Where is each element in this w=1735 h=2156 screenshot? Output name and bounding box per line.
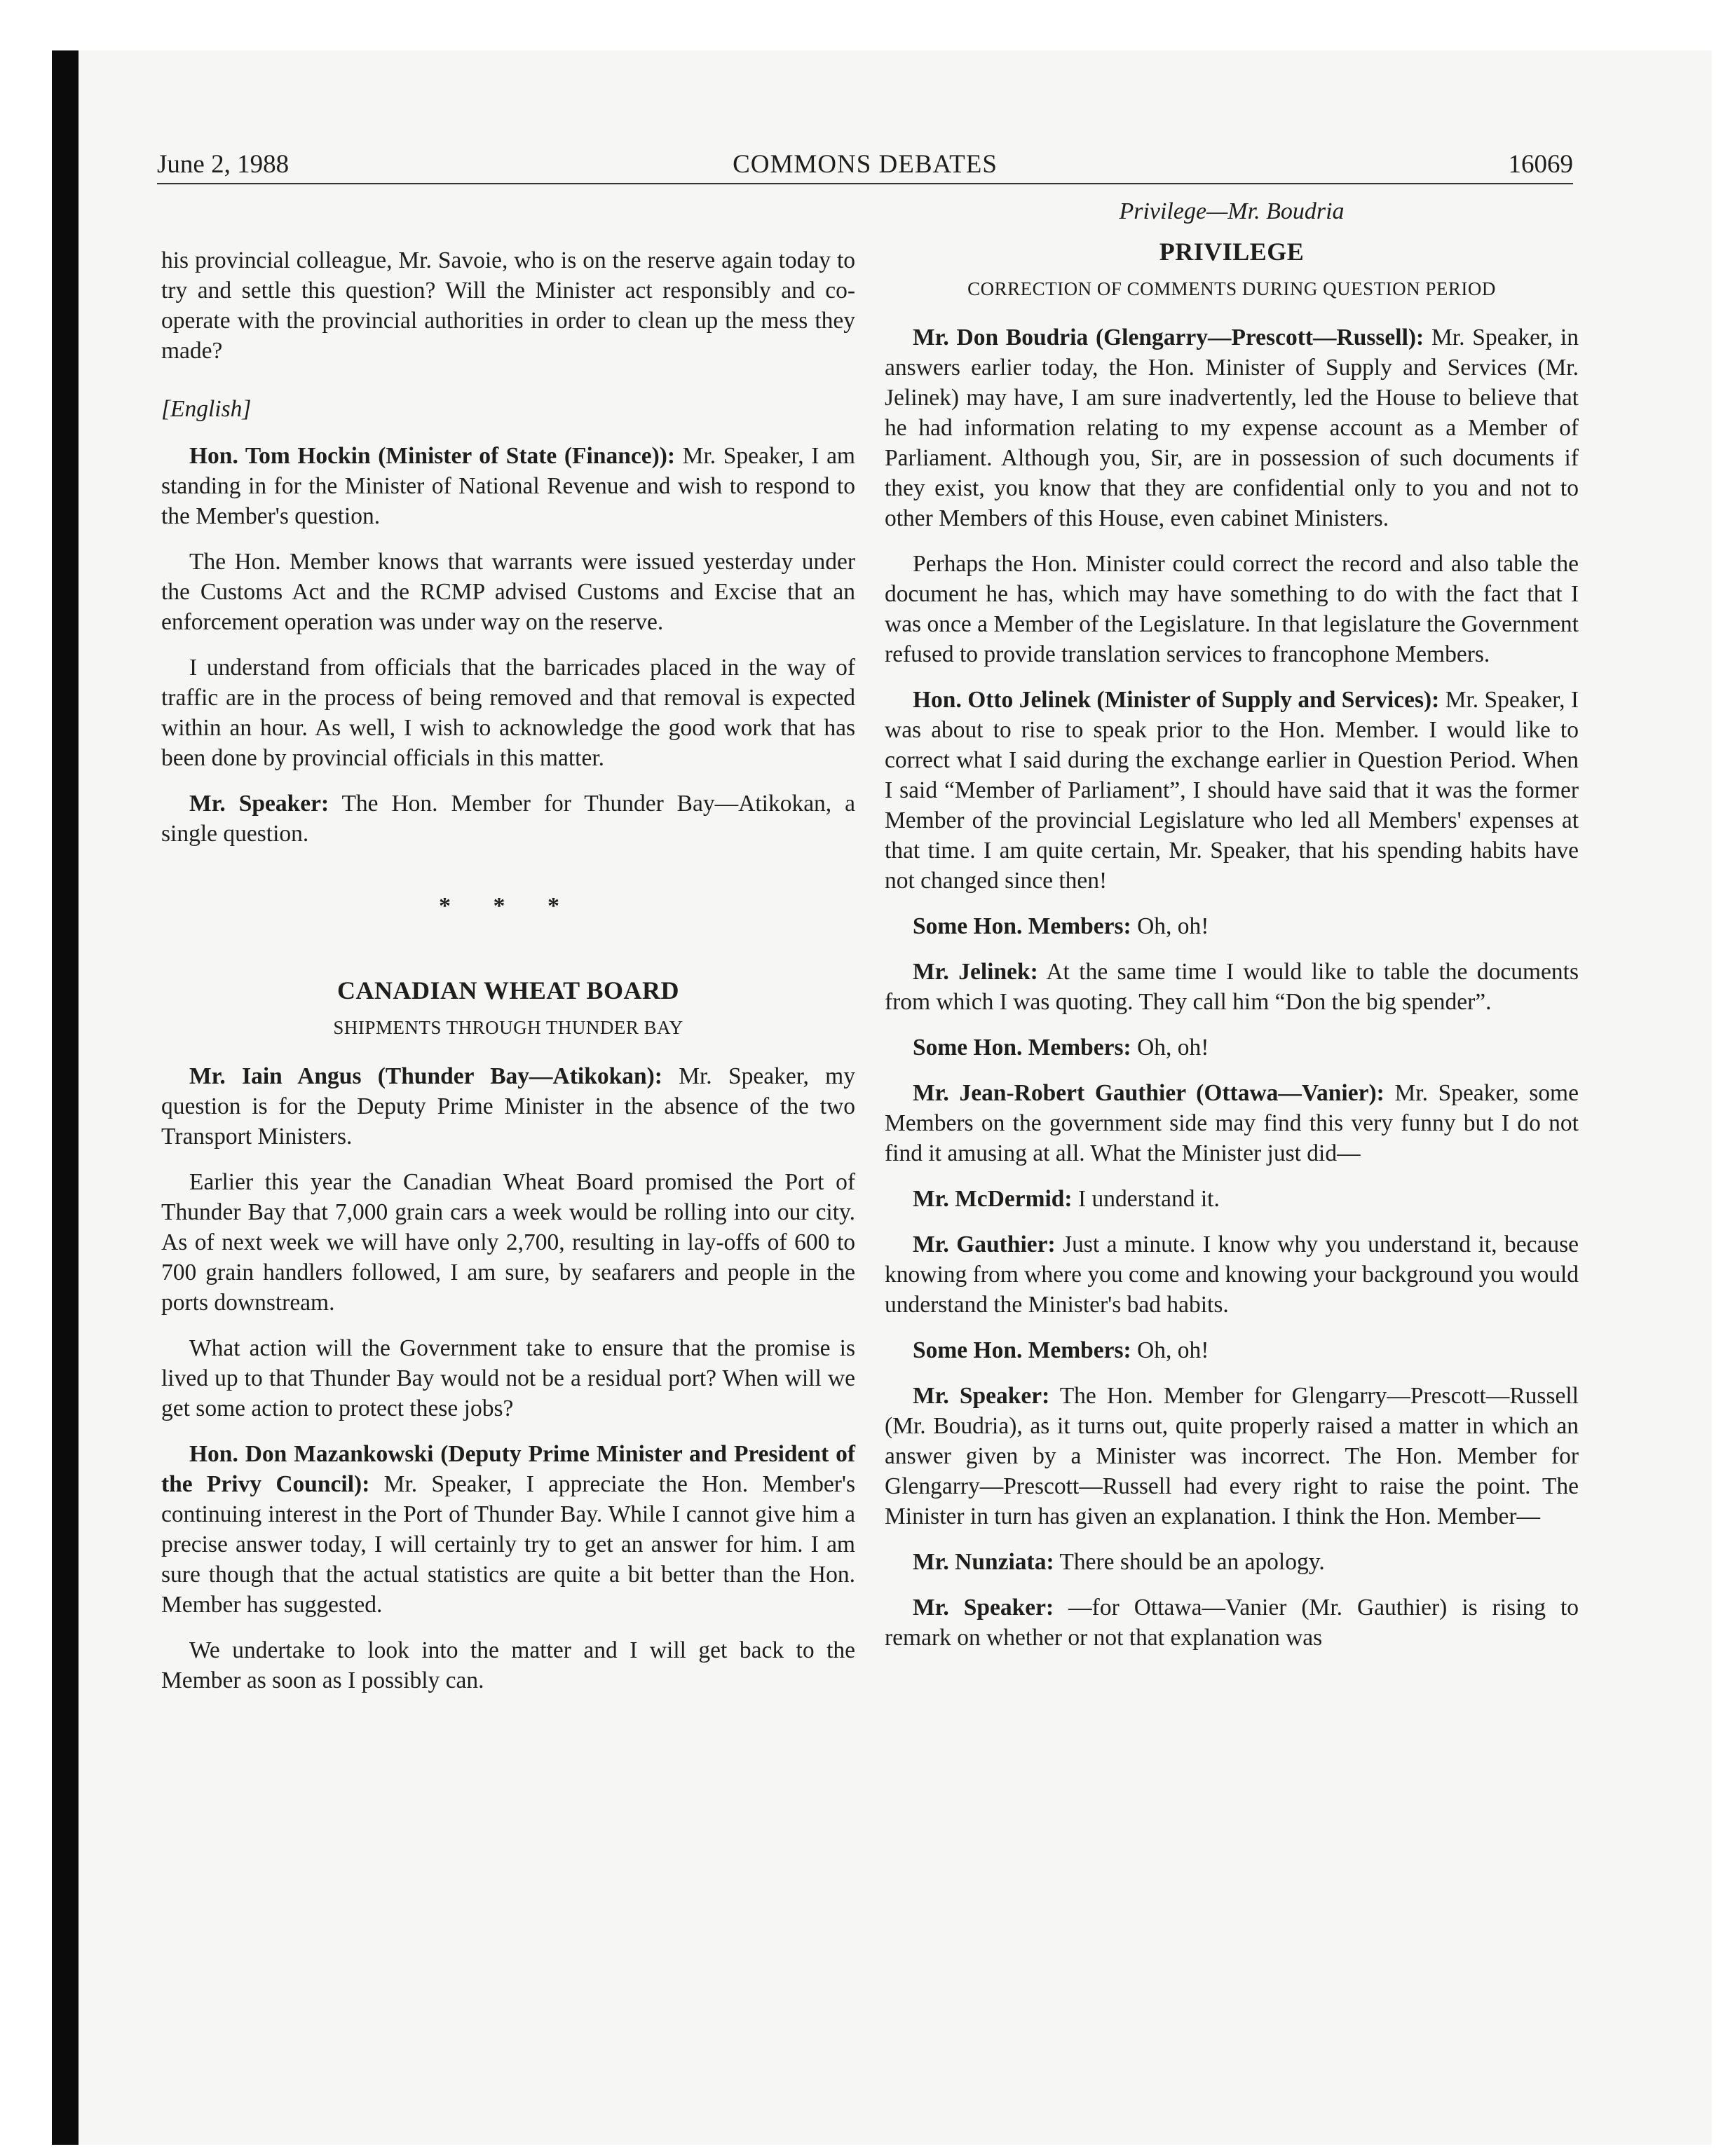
- paragraph: [885, 1078, 1579, 1168]
- speaker-name: Some Hon. Members:: [913, 1035, 1131, 1060]
- paragraph: [161, 1439, 855, 1620]
- paragraph: [885, 957, 1579, 1017]
- speech-text: Mr. Speaker, I was about to rise to speak prior to the Hon. Member. I would like to correct what I said during the exchange earlier in Question Period. When I said “Member of Parliament”, I should have said that it was the former Member of the provincial Legislature who led all Members' expenses at that time. I am quite certain, Mr. Speaker, that his spending habits have not changed since then!: [885, 687, 1579, 894]
- speaker-name: Mr. Don Boudria (Glengarry—Prescott—Russell):: [913, 325, 1424, 350]
- section-heading: PRIVILEGE: [1159, 238, 1305, 266]
- speech-text: Just a minute. I know why you understand it, because knowing from where you come and knowing your background you would understand the Minister's bad habits.: [885, 1231, 1579, 1318]
- section-heading: CANADIAN WHEAT BOARD: [336, 976, 680, 1004]
- paragraph: I understand from officials that the barricades placed in the way of traffic are in the process of being removed and that removal is expected within an hour. As well, I wish to acknowledge the good work that has been done by provincial officials in this matter.: [161, 655, 855, 771]
- header-title: COMMONS DEBATES: [733, 150, 998, 179]
- paragraph: Earlier this year the Canadian Wheat Board promised the Port of Thunder Bay that 7,000 grain cars a week would be rolling into our city. As of next week we will have only 2,700, resulting in lay-offs of 600 to 700 grain handlers followed, I am sure, by seafarers and people in the ports downstream.: [161, 1169, 855, 1316]
- speech-text: Mr. Speaker, some Members on the government side may find this very funny but I do not find it amusing at all. What the Minister just did—: [885, 1080, 1579, 1166]
- section-subheading: SHIPMENTS THROUGH THUNDER BAY: [333, 1017, 683, 1038]
- language-marker: [English]: [161, 396, 252, 422]
- speaker-name: Mr. McDermid:: [913, 1186, 1073, 1212]
- speaker-name: Hon. Don Mazankowski (Deputy Prime Minister and President of the Privy Council):: [161, 1441, 855, 1497]
- paragraph: [161, 441, 855, 531]
- speaker-name: Some Hon. Members:: [913, 913, 1131, 939]
- section-separator: * * *: [439, 893, 578, 919]
- paragraph: [885, 1592, 1579, 1653]
- right-column: [885, 196, 1579, 1668]
- speech-text: Oh, oh!: [1131, 1035, 1209, 1060]
- speech-text: The Hon. Member for Glengarry—Prescott—Russell (Mr. Boudria), as it turns out, quite properly raised a matter in which an answer given by a Minister was incorrect. The Hon. Member for Glengarry—Prescott—Russell had every right to raise the point. The Minister in turn has given an explanation. I think the Hon. Member—: [885, 1383, 1579, 1529]
- paragraph: his provincial colleague, Mr. Savoie, who is on the reserve again today to try and settle this question? Will the Minister act responsibly and co-operate with the provincial authorities in order to clean up the mess they made?: [161, 247, 855, 364]
- speech-text: At the same time I would like to table the documents from which I was quoting. They call him “Don the big spender”.: [885, 959, 1579, 1015]
- speaker-name: Mr. Iain Angus (Thunder Bay—Atikokan):: [189, 1063, 662, 1089]
- paragraph: [885, 1381, 1579, 1531]
- speech-text: Oh, oh!: [1131, 1337, 1209, 1363]
- speaker-name: Mr. Jean-Robert Gauthier (Ottawa—Vanier):: [913, 1080, 1384, 1106]
- speaker-name: Mr. Nunziata:: [913, 1549, 1054, 1575]
- paragraph: [885, 911, 1579, 941]
- speech-text: There should be an apology.: [1054, 1549, 1325, 1575]
- speaker-name: Mr. Jelinek:: [913, 959, 1038, 985]
- speech-text: Mr. Speaker, I am standing in for the Minister of National Revenue and wish to respond to the Member's question.: [161, 443, 855, 529]
- paragraph: What action will the Government take to ensure that the promise is lived up to that Thunder Bay would not be a residual port? When will we get some action to protect these jobs?: [161, 1335, 855, 1421]
- speech-text: The Hon. Member for Thunder Bay—Atikokan, a single question.: [161, 791, 855, 847]
- speech-text: Mr. Speaker, I appreciate the Hon. Member's continuing interest in the Port of Thunder Bay. While I cannot give him a precise answer today, I will certainly try to get an answer for him. I am sure though that the actual statistics are quite a bit better than the Hon. Member has suggested.: [161, 1471, 855, 1618]
- speaker-name: Mr. Speaker:: [913, 1383, 1050, 1409]
- speech-text: I understand it.: [1072, 1186, 1220, 1212]
- left-column: [161, 196, 855, 1711]
- running-head: Privilege—Mr. Boudria: [1119, 198, 1345, 224]
- paragraph: The Hon. Member knows that warrants were issued yesterday under the Customs Act and the RCMP advised Customs and Excise that an enforcement operation was under way on the reserve.: [161, 549, 855, 635]
- paragraph: [885, 322, 1579, 533]
- paragraph: Perhaps the Hon. Minister could correct the record and also table the document he has, which may have something to do with the fact that I was once a Member of the Legislature. In that legislature the Government refused to provide translation services to francophone Members.: [885, 551, 1579, 667]
- paragraph: [885, 1547, 1579, 1577]
- paragraph: [161, 789, 855, 849]
- section-subheading: CORRECTION OF COMMENTS DURING QUESTION PERIOD: [967, 278, 1496, 299]
- speaker-name: Some Hon. Members:: [913, 1337, 1131, 1363]
- binding-strip: [52, 50, 79, 2145]
- paragraph: [885, 1184, 1579, 1214]
- speech-text: —for Ottawa—Vanier (Mr. Gauthier) is rising to remark on whether or not that explanation was: [885, 1595, 1579, 1651]
- paragraph: [885, 1335, 1579, 1365]
- paragraph: [885, 685, 1579, 896]
- speech-text: Mr. Speaker, in answers earlier today, the Hon. Minister of Supply and Services (Mr. Jelinek) may have, I am sure inadvertently, led the House to believe that he had information relating to my expense account as a Member of Parliament. Although you, Sir, are in possession of such documents if they exist, you know that they are confidential only to you and not to other Members of this House, even cabinet Ministers.: [885, 325, 1579, 531]
- speech-text: Mr. Speaker, my question is for the Deputy Prime Minister in the absence of the two Transport Ministers.: [161, 1063, 855, 1149]
- header-page-number: 16069: [1508, 150, 1573, 179]
- paragraph: [885, 1032, 1579, 1063]
- paragraph: We undertake to look into the matter and I will get back to the Member as soon as I possibly can.: [161, 1637, 855, 1693]
- speaker-name: Mr. Gauthier:: [913, 1231, 1056, 1257]
- speaker-name: Mr. Speaker:: [189, 791, 329, 817]
- paragraph: [161, 1061, 855, 1152]
- paragraph: [885, 1229, 1579, 1320]
- speaker-name: Hon. Tom Hockin (Minister of State (Finance)):: [189, 443, 676, 469]
- speaker-name: Hon. Otto Jelinek (Minister of Supply and Services):: [913, 687, 1440, 713]
- page-header: [157, 149, 1573, 184]
- speech-text: Oh, oh!: [1131, 913, 1209, 939]
- header-date: June 2, 1988: [157, 150, 290, 179]
- header-rule: [157, 183, 1573, 184]
- speaker-name: Mr. Speaker:: [913, 1595, 1054, 1621]
